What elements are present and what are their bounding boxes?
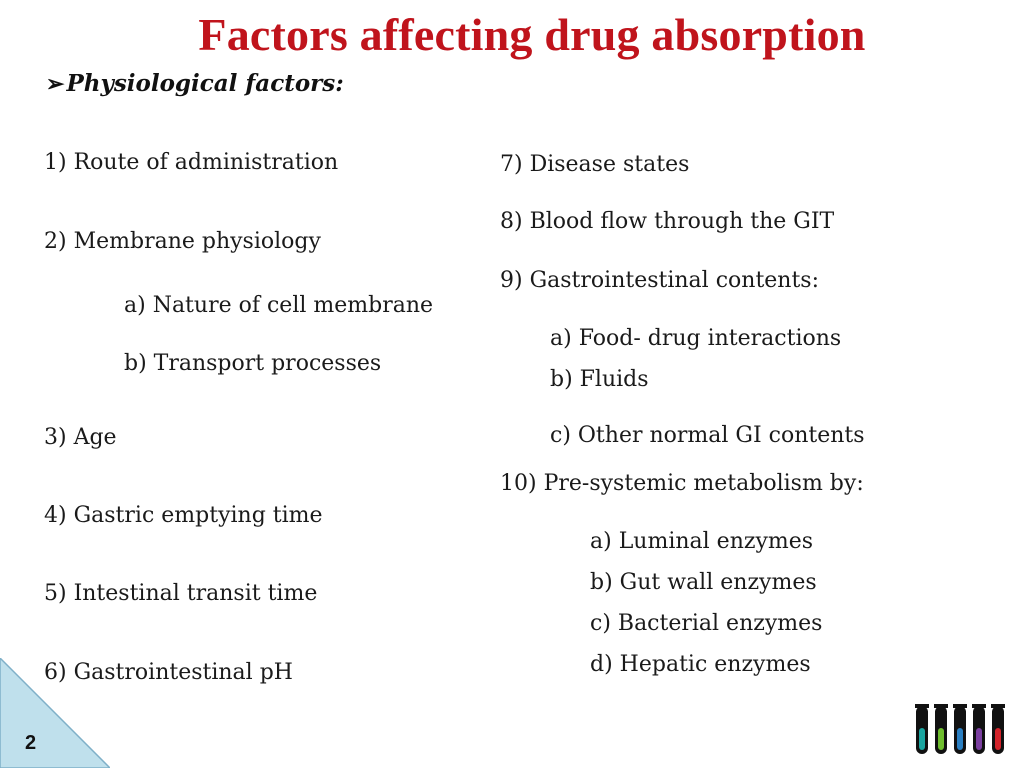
tube-liquid (995, 728, 1001, 750)
right-subitem-other-gi: c) Other normal GI contents (550, 423, 865, 448)
right-subitem-gut-wall: b) Gut wall enzymes (590, 570, 817, 595)
arrow-bullet-icon: ➢ (46, 71, 65, 97)
left-item-gi-ph: 6) Gastrointestinal pH (44, 660, 293, 685)
tube-liquid (938, 728, 944, 750)
tube-liquid (957, 728, 963, 750)
tube-rim (953, 704, 967, 708)
page-number: 2 (25, 732, 37, 754)
tube-rim (934, 704, 948, 708)
tube-rim (972, 704, 986, 708)
right-subitem-hepatic: d) Hepatic enzymes (590, 652, 811, 677)
tube-liquid (976, 728, 982, 750)
left-subitem-transport: b) Transport processes (124, 351, 382, 376)
right-item-blood-flow: 8) Blood flow through the GIT (500, 209, 835, 234)
section-heading-text: Physiological factors: (66, 70, 344, 97)
right-subitem-luminal: a) Luminal enzymes (590, 529, 814, 554)
left-item-membrane: 2) Membrane physiology (44, 229, 321, 254)
right-item-presystemic: 10) Pre-systemic metabolism by: (500, 471, 864, 496)
left-item-intestinal-transit: 5) Intestinal transit time (44, 581, 318, 606)
right-subitem-food-drug: a) Food- drug interactions (550, 326, 842, 351)
right-item-disease: 7) Disease states (500, 152, 690, 177)
tube-rim (915, 704, 929, 708)
tube-rim (991, 704, 1005, 708)
left-item-route: 1) Route of administration (44, 150, 339, 175)
left-item-age: 3) Age (44, 425, 117, 450)
corner-triangle (0, 658, 110, 768)
right-subitem-bacterial: c) Bacterial enzymes (590, 611, 823, 636)
left-item-gastric-emptying: 4) Gastric emptying time (44, 503, 323, 528)
tube-liquid (919, 728, 925, 750)
right-subitem-fluids: b) Fluids (550, 367, 649, 392)
right-item-gi-contents: 9) Gastrointestinal contents: (500, 268, 820, 293)
left-subitem-cell-membrane: a) Nature of cell membrane (124, 293, 434, 318)
section-heading (46, 70, 344, 97)
slide-title: Factors affecting drug absorption (198, 9, 866, 60)
test-tubes-icon (912, 702, 1012, 758)
